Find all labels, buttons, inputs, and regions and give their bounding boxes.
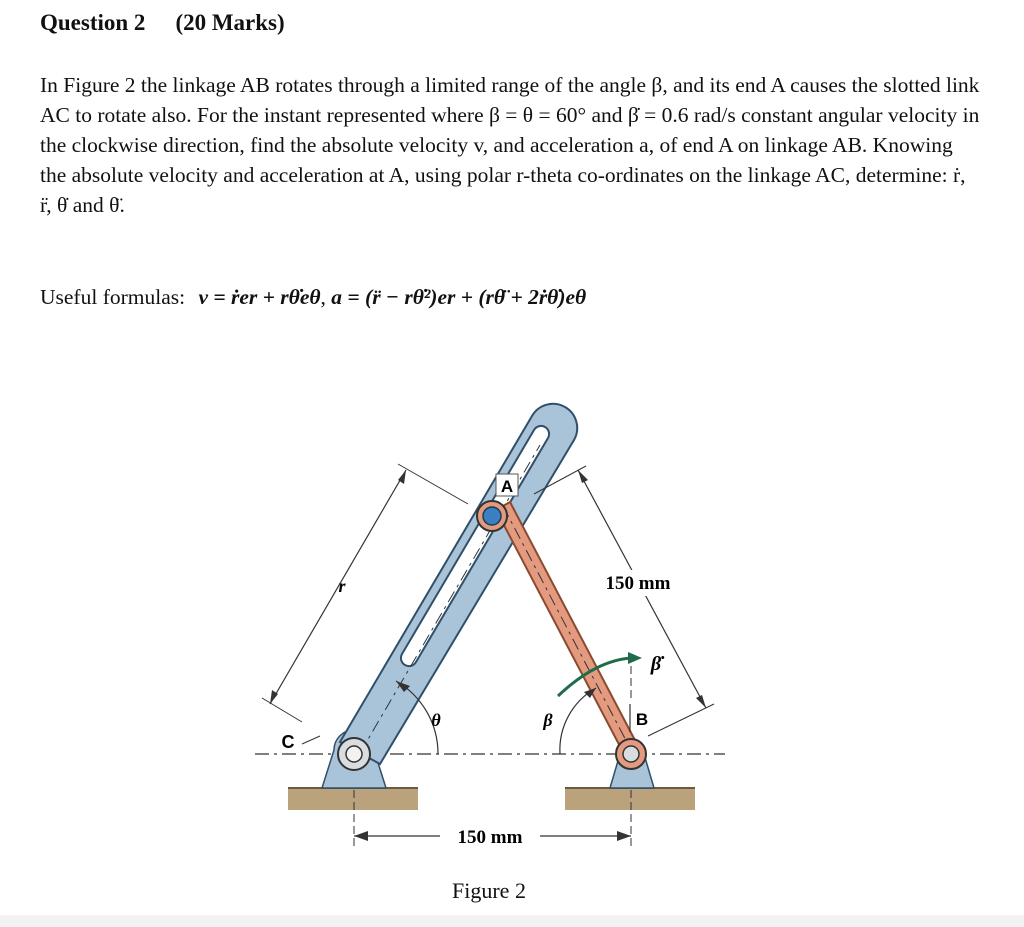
question-heading: [40, 10, 285, 36]
pin-B-inner: [623, 746, 639, 762]
label-B: B: [635, 710, 649, 729]
figure-caption: Figure 2: [452, 878, 526, 903]
velocity-formula: v = ṙer + rθ̇eθ: [198, 285, 321, 309]
formula-separator: ,: [320, 285, 332, 309]
label-C-leader: [302, 736, 320, 744]
beta-arc: [560, 688, 596, 754]
pin-C-inner: [346, 746, 362, 762]
acceleration-formula: a = (r̈ − rθ̇²)er + (rθ̈ + 2ṙθ̇)eθ: [331, 285, 587, 309]
formula-label: Useful formulas:: [40, 285, 186, 309]
dim-CB-label: 150 mm: [457, 827, 523, 848]
label-A: A: [500, 477, 514, 496]
label-C: C: [281, 732, 295, 752]
beta-dot-arrowhead: [628, 652, 642, 664]
problem-statement: [40, 70, 980, 220]
question-marks: (20 Marks): [175, 10, 285, 35]
pin-A-inner: [483, 507, 501, 525]
label-beta-dot: β̇: [650, 653, 662, 675]
ground-right: [565, 788, 695, 810]
useful-formulas: [40, 282, 940, 312]
problem-paragraph: In Figure 2 the linkage AB rotates through a limited range of the angle β, and its end A causes the slotted link AC to rotate also. For the instant represented where β = θ = 60° and β̇ = 0.6 rad/s constant angular velocity in the clockwise direction, find the absolute velocity v, and acceleration a, of end A on linkage AB. Knowing the absolute velocity and acceleration at A, using polar r-theta co-ordinates on the linkage AC, determine: ṙ, r̈, θ̇ and θ̈.: [40, 73, 980, 217]
label-theta: θ: [431, 710, 441, 730]
linkage-figure: [240, 370, 760, 910]
label-beta: β: [543, 710, 553, 730]
bottom-bar: [0, 915, 1024, 927]
linkage-AB: [496, 502, 638, 754]
question-title: Question 2: [40, 10, 146, 35]
label-r: r: [338, 576, 346, 596]
ground-left: [288, 788, 418, 810]
dim-AB-label: 150 mm: [605, 573, 671, 594]
